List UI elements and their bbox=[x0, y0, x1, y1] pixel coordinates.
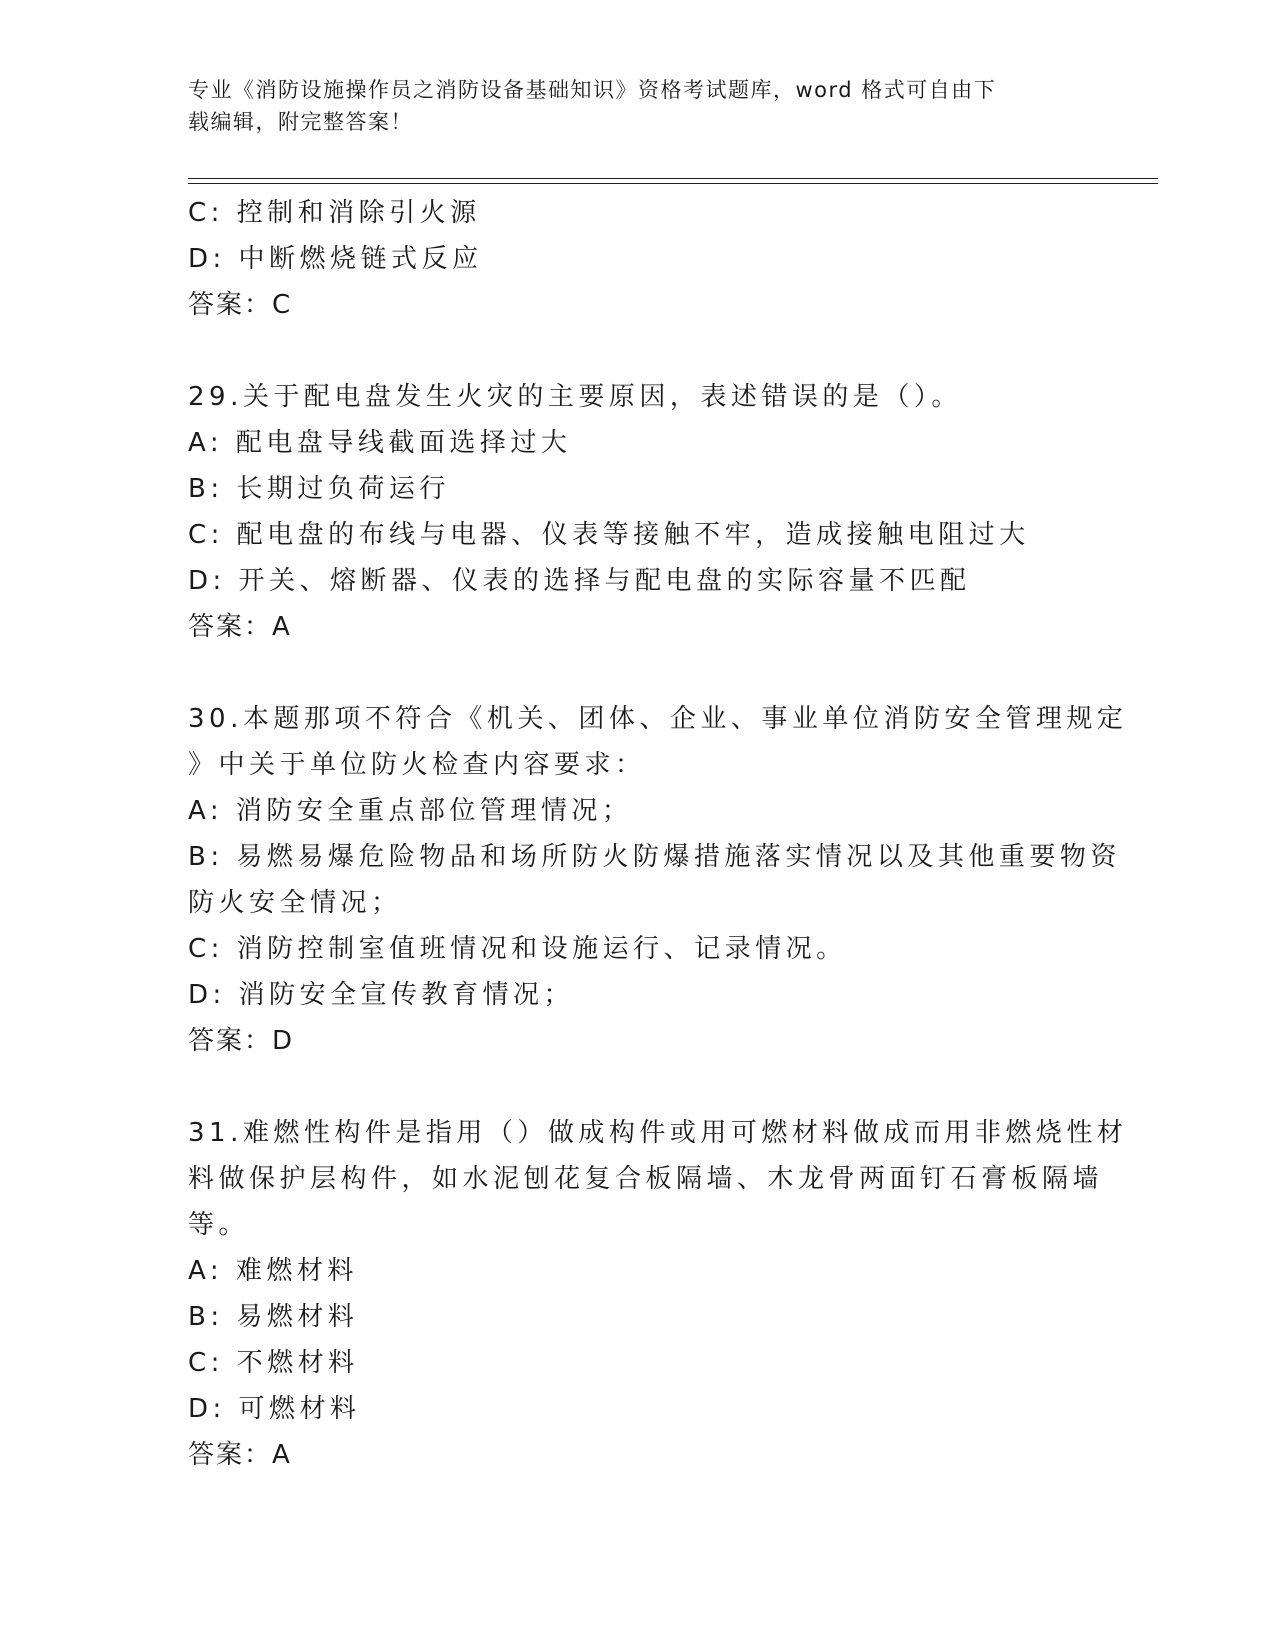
option-c: C: 不燃材料 bbox=[188, 1348, 359, 1378]
option-d: D: 可燃材料 bbox=[188, 1394, 361, 1424]
option-b: B: 易燃易爆危险物品和场所防火防爆措施落实情况以及其他重要物资 bbox=[188, 842, 1121, 872]
previous-question-block bbox=[188, 190, 1088, 328]
header-line-1: 专业《消防设施操作员之消防设备基础知识》资格考试题库，word 格式可自由下 bbox=[188, 78, 997, 102]
spacer bbox=[188, 328, 1088, 374]
question-stem-continued: 》中关于单位防火检查内容要求： bbox=[188, 750, 646, 780]
option-d: D: 开关、熔断器、仪表的选择与配电盘的实际容量不匹配 bbox=[188, 566, 971, 596]
answer-line: 答案：A bbox=[188, 612, 292, 642]
option-d: D: 中断燃烧链式反应 bbox=[188, 244, 483, 274]
option-c: C: 控制和消除引火源 bbox=[188, 198, 481, 228]
option-a: A: 难燃材料 bbox=[188, 1256, 358, 1286]
question-stem: 30.本题那项不符合《机关、团体、企业、事业单位消防安全管理规定 bbox=[188, 704, 1128, 734]
option-d: D: 消防安全宣传教育情况； bbox=[188, 980, 575, 1010]
document-header bbox=[188, 74, 1088, 138]
header-divider-bottom bbox=[188, 183, 1158, 184]
header-line-2: 载编辑，附完整答案！ bbox=[188, 110, 413, 134]
option-b-continued: 防火安全情况； bbox=[188, 888, 402, 918]
question-29 bbox=[188, 374, 1088, 650]
option-c: C: 消防控制室值班情况和设施运行、记录情况。 bbox=[188, 934, 847, 964]
header-divider-top bbox=[188, 178, 1158, 179]
question-31 bbox=[188, 1110, 1128, 1478]
option-b: B: 长期过负荷运行 bbox=[188, 474, 450, 504]
question-30 bbox=[188, 696, 1128, 1064]
option-c: C: 配电盘的布线与电器、仪表等接触不牢，造成接触电阻过大 bbox=[188, 520, 1030, 550]
question-stem: 31.难燃性构件是指用（）做成构件或用可燃材料做成而用非燃烧性材 bbox=[188, 1118, 1128, 1148]
question-list bbox=[188, 190, 1128, 1478]
answer-line: 答案：A bbox=[188, 1440, 292, 1470]
spacer bbox=[188, 1064, 1088, 1110]
question-stem: 29.关于配电盘发生火灾的主要原因，表述错误的是（）。 bbox=[188, 382, 962, 412]
spacer bbox=[188, 650, 1088, 696]
question-stem-continued: 料做保护层构件，如水泥刨花复合板隔墙、木龙骨两面钉石膏板隔墙 bbox=[188, 1164, 1104, 1194]
answer-line: 答案：C bbox=[188, 290, 293, 320]
option-a: A: 消防安全重点部位管理情况； bbox=[188, 796, 633, 826]
answer-line: 答案：D bbox=[188, 1026, 295, 1056]
option-b: B: 易燃材料 bbox=[188, 1302, 359, 1332]
option-a: A: 配电盘导线截面选择过大 bbox=[188, 428, 572, 458]
question-stem-continued: 等。 bbox=[188, 1210, 250, 1240]
